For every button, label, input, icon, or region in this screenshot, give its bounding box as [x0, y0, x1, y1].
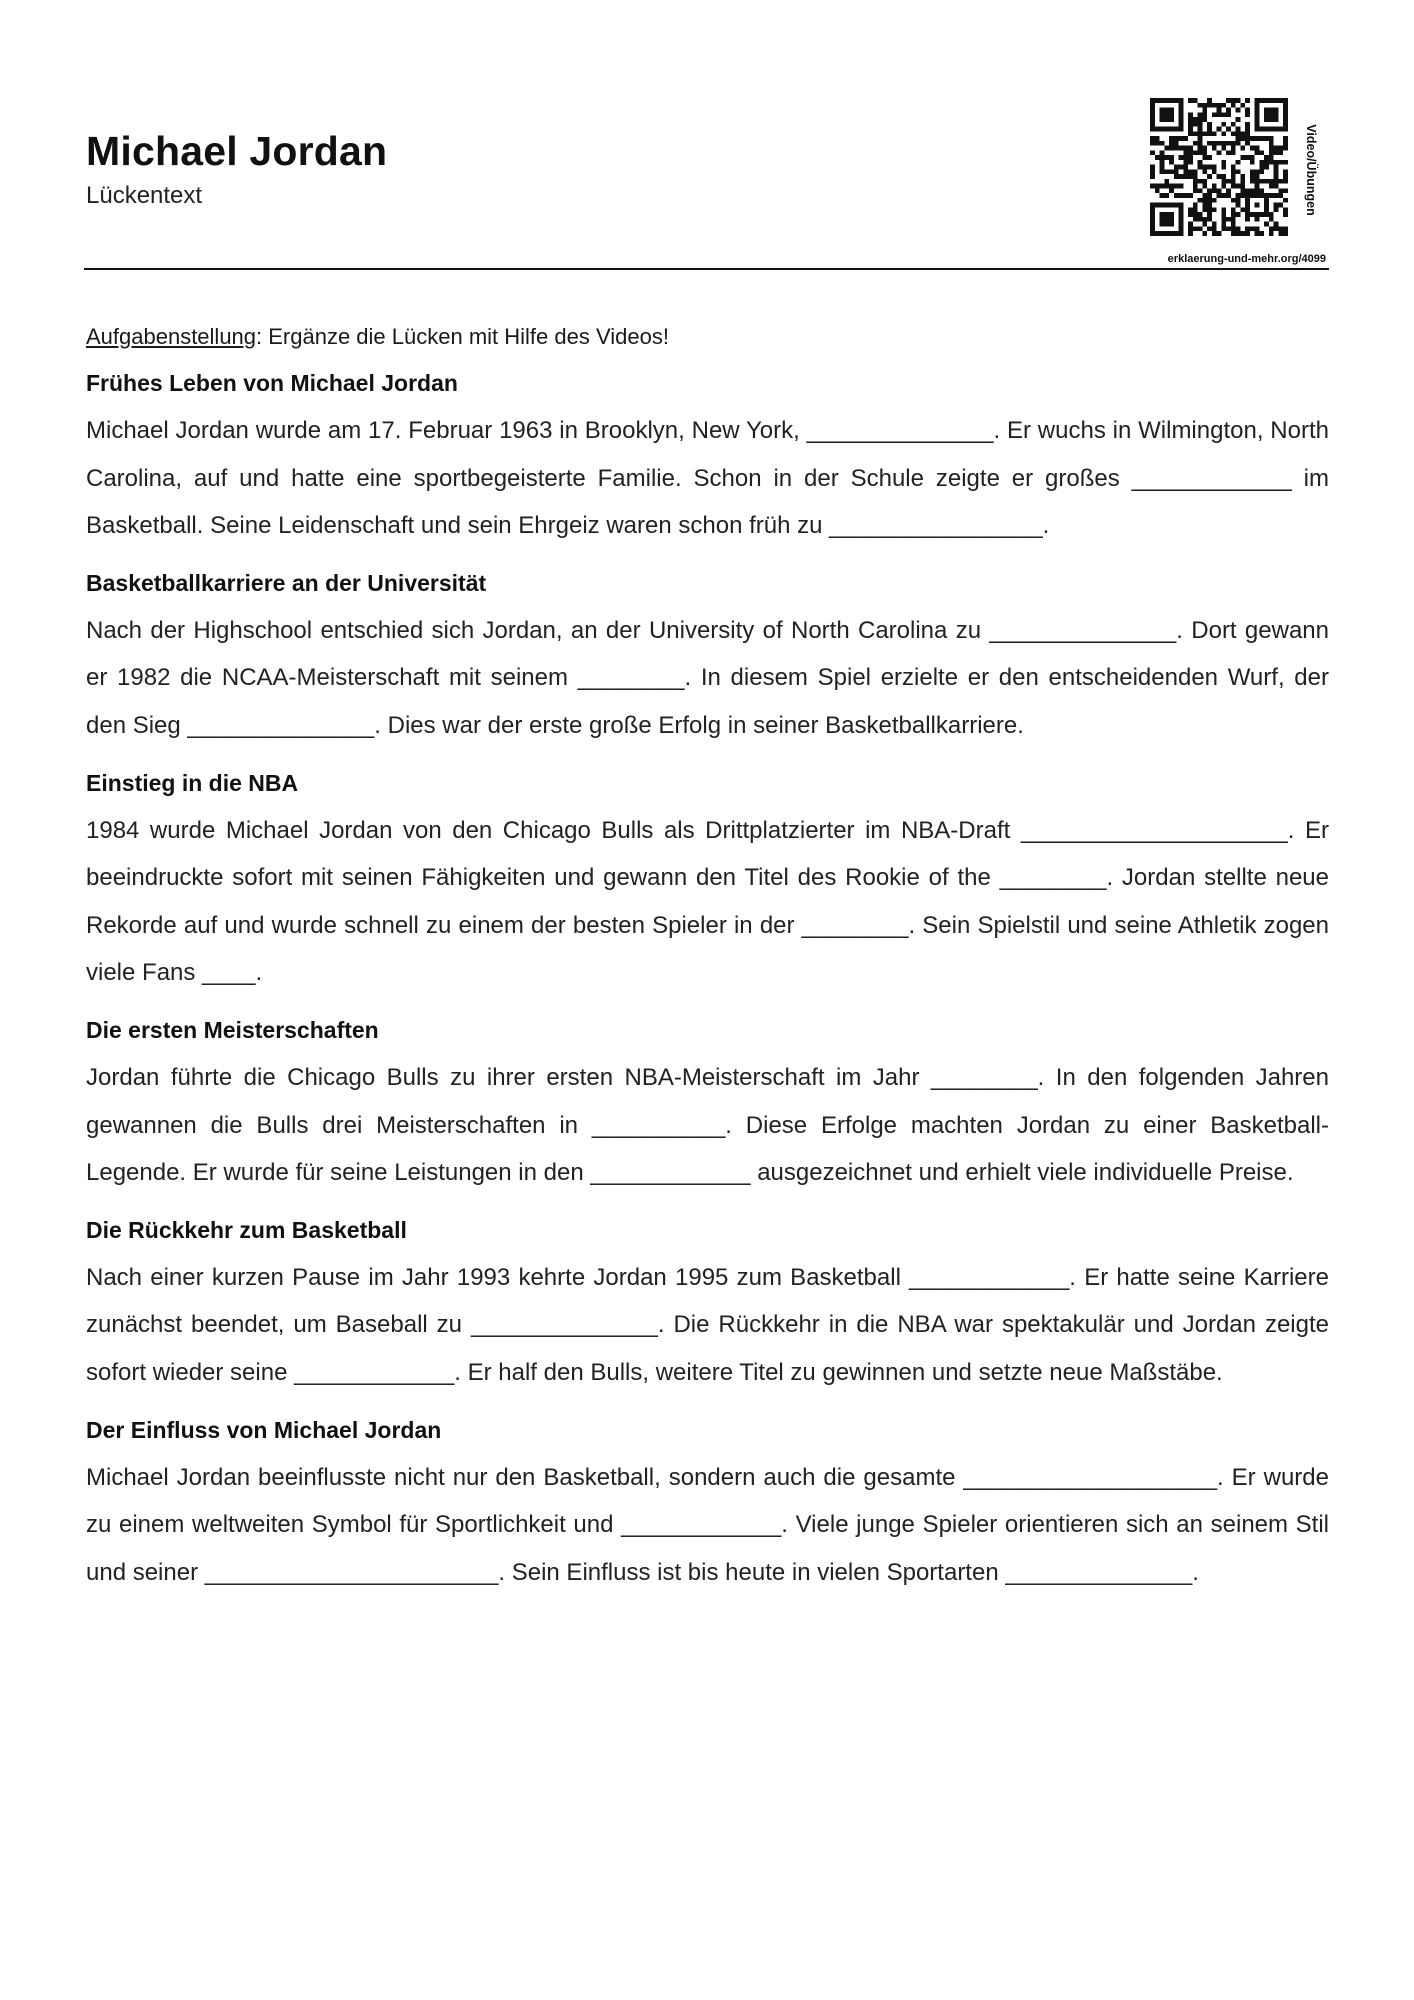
section-heading-university: Basketballkarriere an der Universität — [86, 569, 487, 596]
section-text-comeback — [86, 1254, 1329, 1397]
cloze-text: Nach der Highschool entschied sich Jordan, an der University of North Carolina zu ______________. Dort gewann er 1982 die NCAA-Meisterschaft mit seinem ________. In diesem Spiel erzielte er den entscheidenden Wurf, der den Sieg ______________. Dies war der erste große Erfolg in seiner Basketballkarriere. — [86, 616, 1329, 739]
video-exercises-text: Video/Übungen — [1304, 124, 1318, 216]
section-heading-influence: Der Einfluss von Michael Jordan — [86, 1416, 442, 1443]
cloze-text: Nach einer kurzen Pause im Jahr 1993 kehrte Jordan 1995 zum Basketball ____________. Er hatte seine Karriere zunächst beendet, um Baseball zu ______________. Die Rückkehr in die NBA war spektakulär und Jordan zeigte sofort wieder seine ____________. Er half den Bulls, weitere Titel zu gewinnen und setzte neue Maßstäbe. — [86, 1263, 1329, 1386]
section-text-championships — [86, 1054, 1329, 1197]
section-heading-comeback: Die Rückkehr zum Basketball — [86, 1216, 407, 1243]
section-text-nba-entry — [86, 807, 1329, 997]
cloze-text: Michael Jordan wurde am 17. Februar 1963 in Brooklyn, New York, ______________. Er wuchs in Wilmington, North Carolina, auf und hatte eine sportbegeisterte Familie. Schon in der Schule zeigte er großes ____________ im Basketball. Seine Leidenschaft und sein Ehrgeiz waren schon früh zu ________________. — [86, 417, 1329, 540]
instruction — [86, 322, 1329, 352]
worksheet-content — [86, 322, 1329, 1614]
header-divider — [84, 268, 1329, 270]
video-exercises-label — [1298, 106, 1324, 234]
instruction-label: Aufgabenstellung — [86, 324, 257, 349]
section-text-influence — [86, 1454, 1329, 1597]
section-heading-early-life: Frühes Leben von Michael Jordan — [86, 370, 458, 396]
qr-code-icon — [1150, 98, 1288, 236]
cloze-text: Michael Jordan beeinflusste nicht nur den Basketball, sondern auch die gesamte ___________________. Er wurde zu einem weltweiten Symbol für Sportlichkeit und ____________. Viele junge Spieler orientieren sich an seinem Stil und seiner ______________________. Sein Einfluss ist bis heute in vielen Sportarten ______________. — [86, 1463, 1329, 1586]
section-heading-nba-entry: Einstieg in die NBA — [86, 769, 299, 796]
page-subtitle: Lückentext — [86, 182, 203, 209]
section-text-early-life — [86, 407, 1329, 550]
page-title: Michael Jordan — [86, 128, 388, 174]
cloze-text: Jordan führte die Chicago Bulls zu ihrer ersten NBA-Meisterschaft im Jahr ________. In den folgenden Jahren gewannen die Bulls drei Meisterschaften in __________. Diese Erfolge machten Jordan zu einer Basketball-Legende. Er wurde für seine Leistungen in den ____________ ausgezeichnet und erhielt viele individuelle Preise. — [86, 1063, 1329, 1187]
section-text-university — [86, 607, 1329, 750]
instruction-text: : Ergänze die Lücken mit Hilfe des Videos! — [256, 324, 669, 349]
section-heading-championships: Die ersten Meisterschaften — [86, 1016, 379, 1043]
cloze-text: 1984 wurde Michael Jordan von den Chicago Bulls als Drittplatzierter im NBA-Draft ____________________. Er beeindruckte sofort mit seinen Fähigkeiten und gewann den Titel des Rookie of the ________. Jordan stellte neue Rekorde auf und wurde schnell zu einem der besten Spieler in der ________. Sein Spielstil und seine Athletik zogen viele Fans ____. — [86, 816, 1329, 987]
website-url: erklaerung-und-mehr.org/4099 — [1167, 253, 1326, 265]
